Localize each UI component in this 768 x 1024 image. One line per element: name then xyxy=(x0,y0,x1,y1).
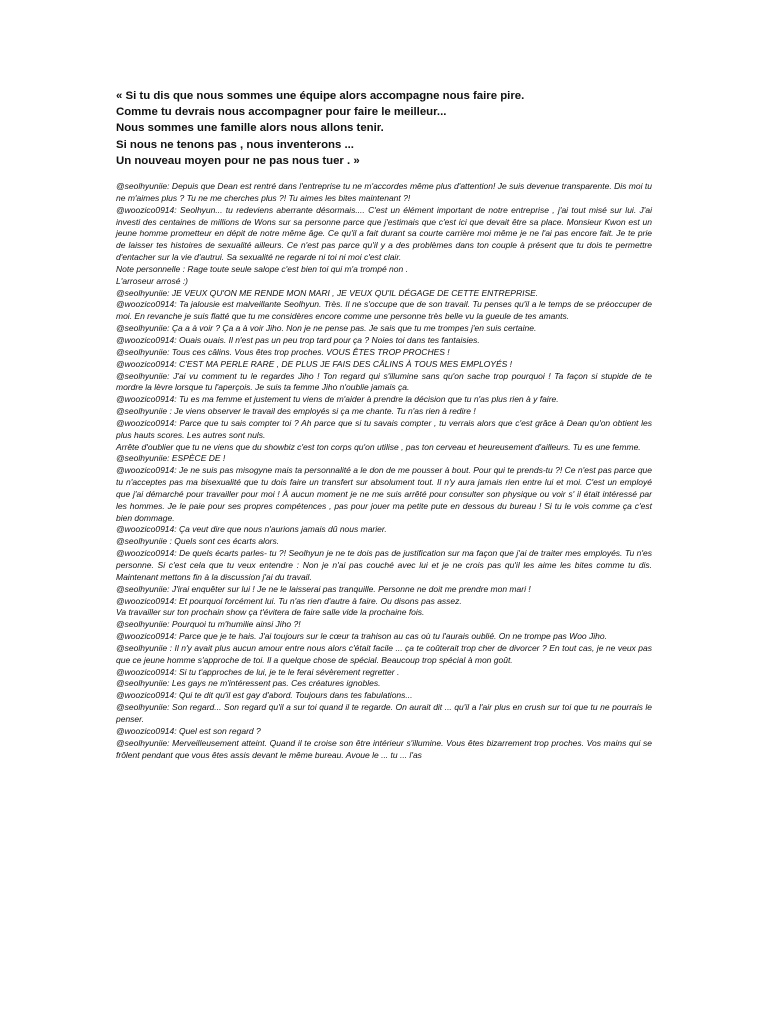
chat-message: @woozico0914: Quel est son regard ? xyxy=(116,725,261,736)
chat-message: @seolhyuniie : Je viens observer le travail des employés si ça me chante. Tu n'as rien à redire ! xyxy=(116,406,476,417)
chat-message: @woozico0914: Seolhyun... tu redeviens aberrante désormais.... C'est un élément important de notre entreprise , j'ai tout misé sur lui. J'ai investi des centaines de millions de Wons sur sa personne parce que j'estimais que c'est ici que devait être sa place. Monsieur Kwon est un jeune homme prometteur en dépit de notre même âge. Ce qu'il a fait durant sa courte carrière moi même je ne l'ai pas encore fait. Je te prie de laisser tes histoires de sexualité ailleurs. Ce n'est pas parce qu'il y a des problèmes dans ton couple à présent que tu dois te permettre d'entacher sur la vie d'autrui. Sa sexualité ne regarde ni toi ni moi c'est clair. xyxy=(116,204,652,263)
chat-message: @seolhyuniie: Son regard... Son regard qu'il a sur toi quand il te regarde. On aurait dit ... qu'il a l'air plus en crush sur toi que tu ne pourrais le penser. xyxy=(116,702,652,724)
epigraph-quote xyxy=(116,88,652,169)
quote-line: Nous sommes une famille alors nous allons tenir. xyxy=(116,122,384,135)
chat-message: @woozico0914: Je ne suis pas misogyne mais ta personnalité a le don de me pousser à bout. Pour qui te prends-tu ?! Ce n'est pas parce que tu n'acceptes pas ma bisexualité que tu dois faire un transfert sur absolument tout. Il n'y aura jamais rien entre lui et moi. C'est un employé que j'ai démarché pour travailler pour moi ! À aucun moment je ne me suis arrêté pour consulter son physique ou voir s' il était intéressé par les hommes. Je le paie pour ses propres compétences , pas pour jouer ma petite pute en dessous du bureau ! Si tu le vois comme ça c'est bien dommage. xyxy=(116,465,652,523)
quote-line: « Si tu dis que nous sommes une équipe alors accompagne nous faire pire. xyxy=(116,90,525,102)
chat-message: @woozico0914: Parce que tu sais compter toi ? Ah parce que si tu savais compter , tu verrais alors que c'est grâce à Dean qu'on obtient les plus hauts scores. Les autres sont nuls. xyxy=(116,417,652,440)
chat-message: Va travailler sur ton prochain show ça t'évitera de faire salle vide la prochaine fois. xyxy=(116,607,425,618)
quote-line: Si nous ne tenons pas , nous inventerons ... xyxy=(116,138,354,151)
chat-message: @seolhyuniie: Ça a à voir ? Ça a à voir Jiho. Non je ne pense pas. Je sais que tu me trompes j'en suis certaine. xyxy=(116,323,537,334)
chat-message: @woozico0914: Qui te dit qu'il est gay d'abord. Toujours dans tes fabulations... xyxy=(116,690,413,701)
chat-message: @seolhyuniie: Tous ces câlins. Vous êtes trop proches. VOUS ÊTES TROP PROCHES ! xyxy=(116,346,450,357)
chat-message: Arrête d'oublier que tu ne viens que du showbiz c'est ton corps qu'on utilise , pas ton cerveau et heureusement d'ailleurs. Tu es une femme. xyxy=(116,441,641,452)
chat-message: @woozico0914: Ça veut dire que nous n'aurions jamais dû nous marier. xyxy=(116,524,387,535)
chat-message: @woozico0914: Parce que je te hais. J'ai toujours sur le cœur ta trahison au cas où tu l'aurais oublié. On ne trompe pas Woo Jiho. xyxy=(116,631,607,642)
chat-message: @seolhyuniie : Quels sont ces écarts alors. xyxy=(116,536,280,547)
chat-message: @seolhyuniie: J'irai enquêter sur lui ! Je ne le laisserai pas tranquille. Personne ne doit me prendre mon mari ! xyxy=(116,583,531,594)
chat-message: @woozico0914: Si tu t'approches de lui, je te le ferai sévèrement regretter . xyxy=(116,666,400,677)
chat-transcript xyxy=(116,181,652,761)
chat-note: Note personnelle : Rage toute seule salope c'est bien toi qui m'a trompé non . xyxy=(116,263,408,274)
chat-message: @seolhyuniie: Merveilleusement atteint. Quand il te croise son être intérieur s'illumine. Vous êtes bizarrement trop proches. Vos mains qui se frôlent pendant que vous êtes assis devant le même bureau. Avoue le ... tu ... l'as xyxy=(116,737,652,760)
chat-note: L'arroseur arrosé :) xyxy=(116,275,189,286)
chat-message: @woozico0914: De quels écarts parles- tu ?! Seolhyun je ne te dois pas de justification sur ma façon que j'ai de traiter mes employés. Tu n'es personne. Si c'est cela que tu veux entendre : Non je n'ai pas couché avec lui et je ne crois pas qu'il les aime les bites comme tu dis. Maintenant mettons fin à la discussion j'ai du travail. xyxy=(116,548,652,582)
quote-line: Comme tu devrais nous accompagner pour faire le meilleur... xyxy=(116,106,447,119)
chat-message: @seolhyuniie : Il n'y avait plus aucun amour entre nous alors c'était facile ... ça te coûterait trop cher de divorcer ? En tout cas, je ne veux pas que ce jeune homme s'approche de toi. Il a quelque chose de spécial. Beaucoup trop spécial à mon goût. xyxy=(116,642,652,665)
chat-message: @woozico0914: Ouais ouais. Il n'est pas un peu trop tard pour ça ? Noies toi dans tes fantaisies. xyxy=(116,334,480,345)
chat-message: @seolhyuniie: JE VEUX QU'ON ME RENDE MON MARI , JE VEUX QU'IL DÉGAGE DE CETTE ENTREPRISE. xyxy=(116,287,539,298)
chat-message: @woozico0914: C'EST MA PERLE RARE , DE PLUS JE FAIS DES CÂLINS À TOUS MES EMPLOYÉS ! xyxy=(116,358,513,369)
chat-message: @seolhyuniie: Pourquoi tu m'humilie ainsi Jiho ?! xyxy=(116,619,301,630)
chat-message: @woozico0914: Ta jalousie est malveillante Seolhyun. Très. Il ne s'occupe que de son travail. Tu penses qu'il a le temps de se préoccuper de moi. En revanche je suis flatté que tu me considères encore comme une personne très belle vu la gueule de tes amants. xyxy=(116,299,652,322)
chat-message: @seolhyuniie: J'ai vu comment tu le regardes Jiho ! Ton regard qui s'illumine sans qu'on sache trop pourquoi ! Ta façon si stupide de te mordre la lèvre lorsque tu l'aperçois. Je suis ta femme Jiho n'oublie jamais ça. xyxy=(116,370,652,393)
chat-message: @seolhyuniie: Les gays ne m'intéressent pas. Ces créatures ignobles. xyxy=(116,678,381,689)
document-page xyxy=(116,88,652,761)
chat-message: @woozico0914: Tu es ma femme et justement tu viens de m'aider à prendre la décision que tu n'as plus rien à y faire. xyxy=(116,394,559,405)
chat-message: @seolhyuniie: Depuis que Dean est rentré dans l'entreprise tu ne m'accordes même plus d'attention! Je suis devenue transparente. Dis moi tu ne m'aimes plus ? Tu ne me cherches plus ?! Tu aimes les bites maintenant ?! xyxy=(116,181,652,203)
quote-line: Un nouveau moyen pour ne pas nous tuer . » xyxy=(116,154,360,167)
chat-message: @woozico0914: Et pourquoi forcément lui. Tu n'as rien d'autre à faire. Ou disons pas assez. xyxy=(116,595,462,606)
chat-message: @seolhyuniie: ESPÈCE DE ! xyxy=(116,453,226,464)
